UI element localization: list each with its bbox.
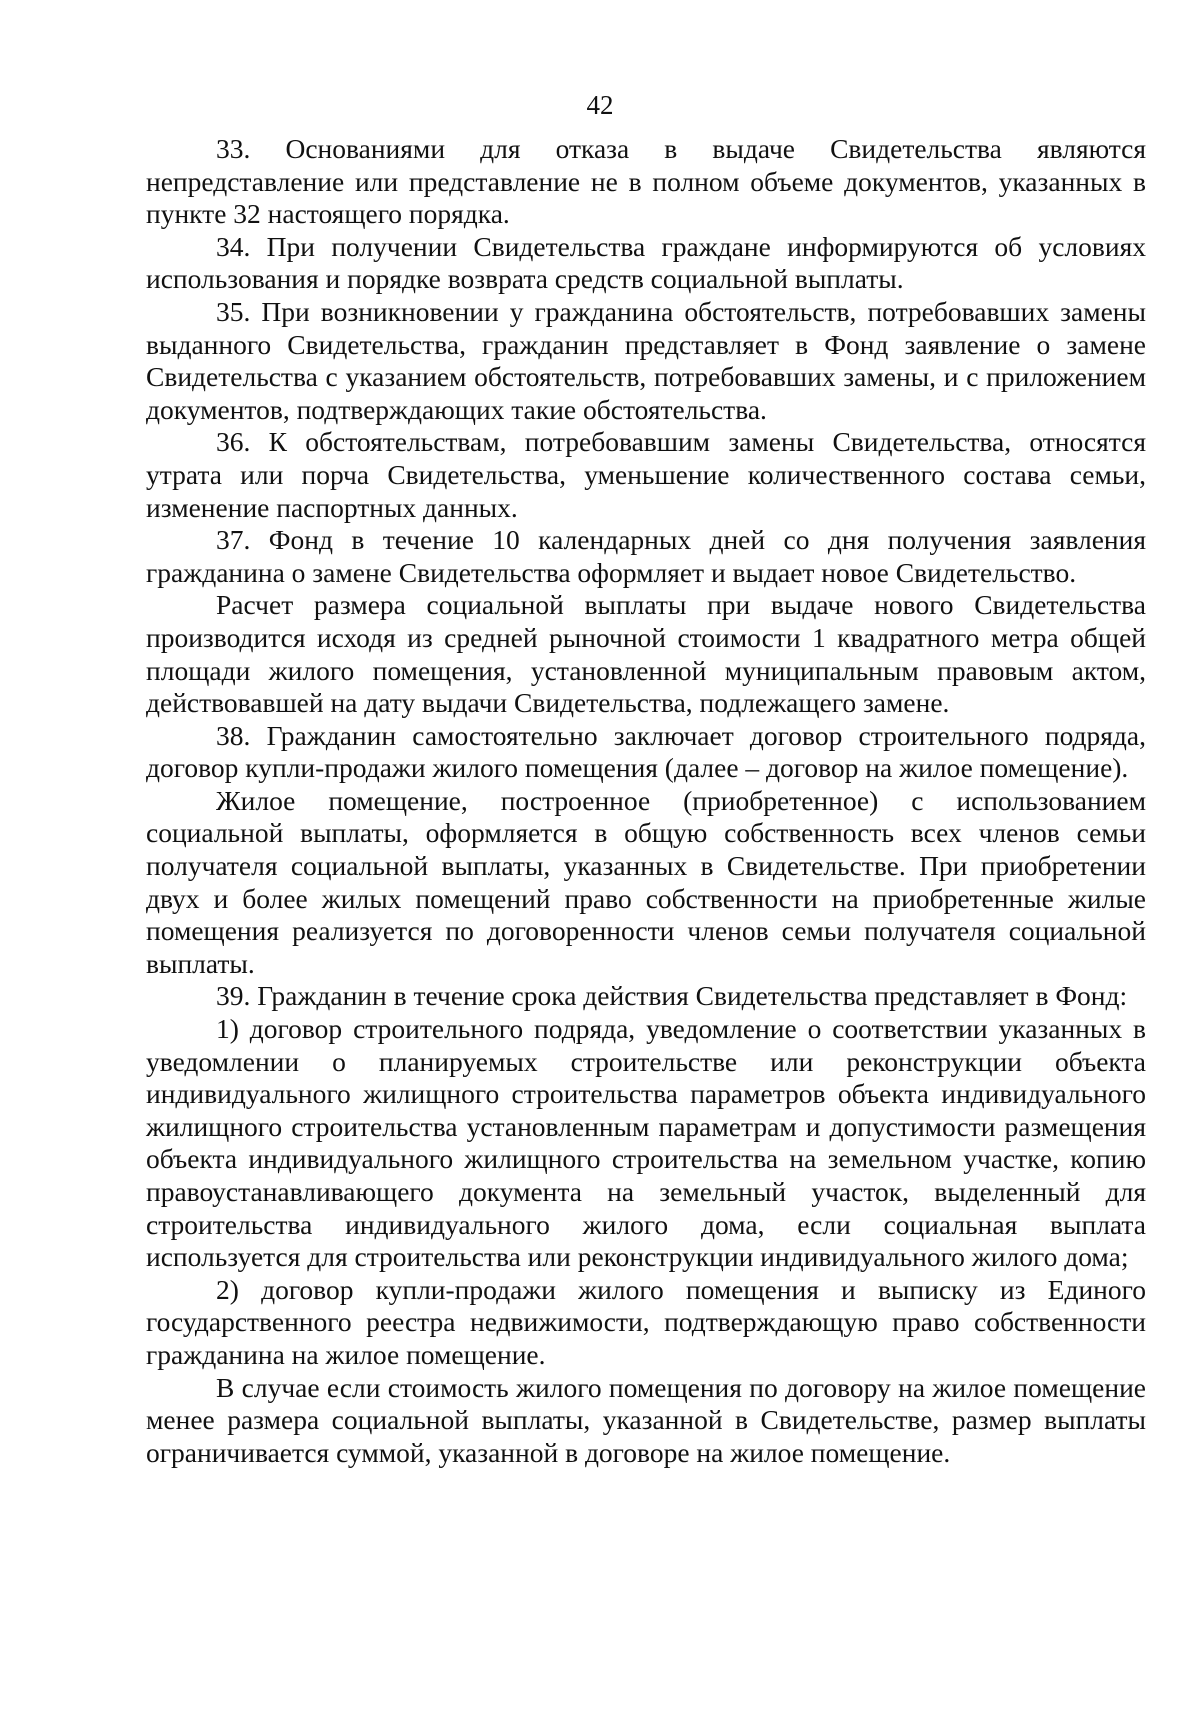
paragraph-39-limit: В случае если стоимость жилого помещения по договору на жилое помещение менее размера социальной выплаты, указанной в Свидетельстве, размер выплаты ограничивается суммой, указанной в договоре на жилое помещение. [146,1371,1146,1468]
paragraph-39-item-2: 2) договор купли-продажи жилого помещения и выписку из Единого государственного реестра недвижимости, подтверждающую право собственности гражданина на жилое помещение. [146,1273,1146,1370]
page-number: 42 [586,90,614,120]
paragraph-38: 38. Гражданин самостоятельно заключает договор строительного подряда, договор купли-продажи жилого помещения (далее – договор на жилое помещение). [146,719,1146,784]
paragraph-39: 39. Гражданин в течение срока действия Свидетельства представляет в Фонд: [216,980,1128,1012]
paragraph-37-calculation: Расчет размера социальной выплаты при выдаче нового Свидетельства производится исходя из средней рыночной стоимости 1 квадратного метра общей площади жилого помещения, установленной муниципальным правовым актом, действовавшей на дату выдачи Свидетельства, подлежащего замене. [146,589,1146,719]
paragraph-38-ownership: Жилое помещение, построенное (приобретенное) с использованием социальной выплаты, оформляется в общую собственность всех членов семьи получателя социальной выплаты, указанных в Свидетельстве. При приобретении двух и более жилых помещений право собственности на приобретенные жилые помещения реализуется по договоренности членов семьи получателя социальной выплаты. [146,784,1146,979]
paragraph-37: 37. Фонд в течение 10 календарных дней со дня получения заявления гражданина о замене Свидетельства оформляет и выдает новое Свидетельство. [146,524,1146,588]
document-body [146,133,1146,1469]
paragraph-34: 34. При получении Свидетельства граждане информируются об условиях использования и порядке возврата средств социальной выплаты. [146,230,1146,295]
paragraph-39-item-1: 1) договор строительного подряда, уведомление о соответствии указанных в уведомлении о планируемых строительстве или реконструкции объекта индивидуального жилищного строительства параметров объекта индивидуального жилищного строительства установленным параметрам и допустимости размещения объекта индивидуального жилищного строительства на земельном участке, копию правоустанавливающего документа на земельный участок, выделенный для строительства индивидуального жилого дома, если социальная выплата используется для строительства или реконструкции индивидуального жилого дома; [146,1013,1146,1273]
paragraph-36: 36. К обстоятельствам, потребовавшим замены Свидетельства, относятся утрата или порча Свидетельства, уменьшение количественного состава семьи, изменение паспортных данных. [146,426,1146,523]
paragraph-35: 35. При возникновении у гражданина обстоятельств, потребовавших замены выданного Свидетельства, гражданин представляет в Фонд заявление о замене Свидетельства с указанием обстоятельств, потребовавших замены, и с приложением документов, подтверждающих такие обстоятельства. [146,295,1146,425]
paragraph-33: 33. Основаниями для отказа в выдаче Свидетельства являются непредставление или представление не в полном объеме документов, указанных в пункте 32 настоящего порядка. [146,133,1146,230]
